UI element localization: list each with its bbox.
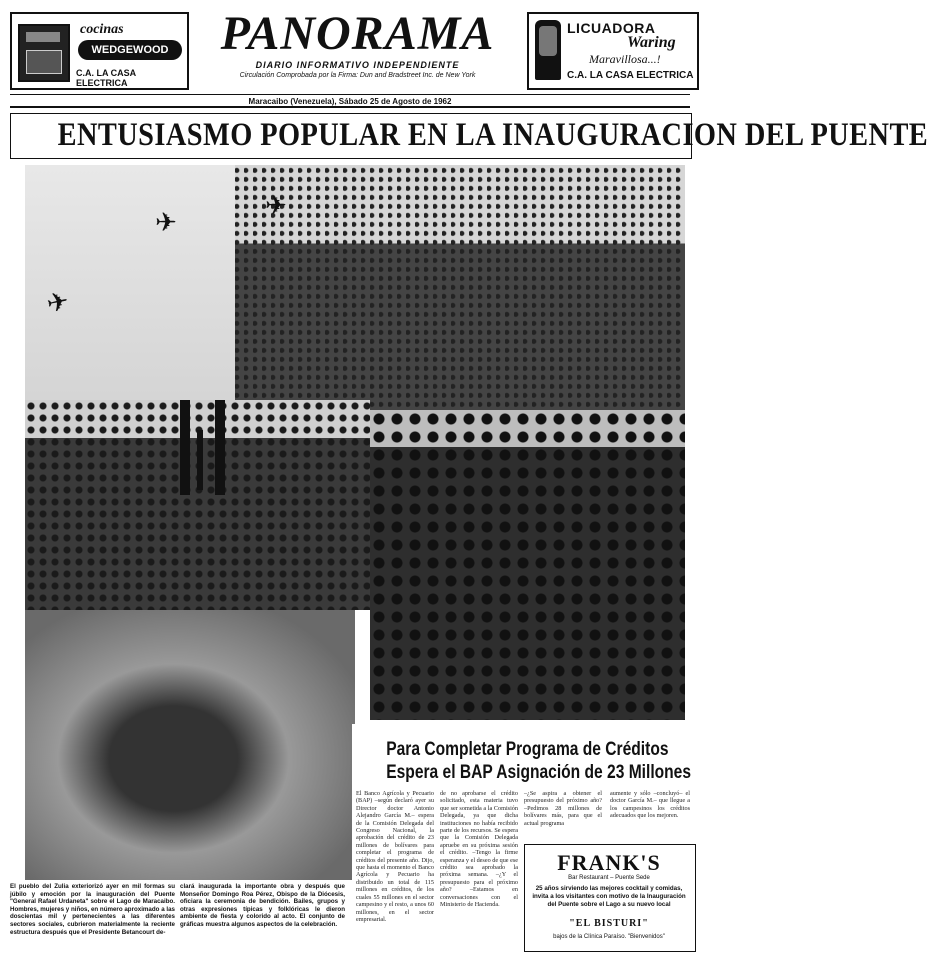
franks-footer: bajos de la Clínica Paraíso. "Bienvenidos" [553,934,665,940]
franks-name: FRANK'S [557,850,661,875]
ad-wedgewood [10,12,189,90]
bridge-tower [180,400,190,495]
article-column-4: aumente y sólo –concluyó– el doctor García M.– que llegue a los campesinos los créditos adecuados que los mejoren. [610,790,690,820]
photo-bridge-towers [25,400,370,610]
stove-icon [18,24,70,82]
airplane-icon: ✈ [265,191,287,221]
article-column-1: El Banco Agrícola y Pecuario (BAP) –según declaró ayer su Director doctor Antonio Alejandro García M.– espera de la Comisión Delegada del Congreso Nacional, la aprobación del crédito de 23 millones de bolívares para completar el programa de créditos del presente año. Dijo, que hasta el momento el Banco Agrícola y Pecuario ha distribuido un total de 115 millones en créditos, de los cuales 55 millones en el sector campesino y el resto, a unos 60 millones, en el sector empresarial. [356,790,434,923]
masthead [190,7,525,79]
ad-right-line1: LICUADORA [567,20,656,36]
circulation-note: Circulación Comprobada por la Firma: Dun and Bradstreet Inc. de New York [239,72,476,79]
photo-aerial-lake [25,610,355,880]
article-column-2: de no aprobarse el crédito solicitado, esta materia tuvo que ser sometida a la Comisión Delegada, ya que dicha instituciones no había recibido parte de los recursos. Se espera que la Comisión Delegada apruebe en su próxima sesión el crédito. –Tengo la firme esperanza y el deseo de que ese crédito sea aprobado la próxima semana. –¿Y el presupuesto para el próximo año? –Estamos en conversaciones con el Ministerio de Hacienda. [440,790,518,909]
ad-right-tagline: Maravillosa...! [589,52,661,66]
franks-subtitle: Bar Restaurant – Puente Sede [568,875,650,881]
masthead-rule [10,106,690,108]
main-headline: ENTUSIASMO POPULAR EN LA INAUGURACION DEL PUENTE [57,117,928,153]
photo-officials-walking [370,410,685,720]
ad-waring [527,12,699,90]
airplane-icon: ✈ [44,286,72,320]
bridge-tower [215,400,225,495]
newspaper-subtitle: DIARIO INFORMATIVO INDEPENDIENTE [255,60,460,70]
ad-right-company: C.A. LA CASA ELECTRICA [567,70,694,81]
photo-caption-left: El pueblo del Zulia exteriorizó ayer en mil formas su júbilo y emoción por la inauguración del Puente "General Rafael Urdaneta" sobre el Lago de Maracaibo. Hombres, mujeres y niños, en número aproximado a las doscientas mil y pertenecientes a las diferentes sectores sociales, cubrieron materialmente la reciente estructura después que el Presidente Betancourt de- [10,883,175,936]
article-headline-line2: Espera el BAP Asignación de 23 Millones [386,762,692,783]
photo-caption-right: clará inaugurada la importante obra y después que Monseñor Domingo Roa Pérez, Obispo de la Diócesis, oficiara la ceremonia de bendición. Bailes, grupos y otras expresiones típicas y folklóricas le dieron ambiente de fiesta y colorido al acto. El conjunto de gráficas muestra algunos aspectos de la celebración. [180,883,345,928]
bridge-tower [197,430,203,490]
article-column-3: –¿Se aspira a obtener el presupuesto del próximo año? –Pedimos 28 millones de bolívares más, para que el actual programa [524,790,602,827]
photo-crowd-bridge-end [235,165,685,410]
blender-icon [535,20,561,80]
franks-body: 25 años sirviendo las mejores cocktail y comidas, invita a los visitantes con motivo de la Inauguración del Puente sobre el Lago a su nuevo local [532,885,686,908]
ad-right-brand: Waring [627,34,676,51]
article-headline-line1: Para Completar Programa de Créditos [386,739,669,760]
dateline: Maracaibo (Venezuela), Sábado 25 de Agosto de 1962 [10,94,690,106]
ad-left-line1: cocinas [80,22,124,37]
ad-left-company: C.A. LA CASA ELECTRICA [76,68,136,88]
article-headline [386,738,692,784]
ad-left-brand: WEDGEWOOD [78,40,182,60]
franks-local-name: "EL BISTURI" [569,918,649,929]
newspaper-title: PANORAMA [220,7,495,60]
airplane-icon: ✈ [155,208,177,238]
